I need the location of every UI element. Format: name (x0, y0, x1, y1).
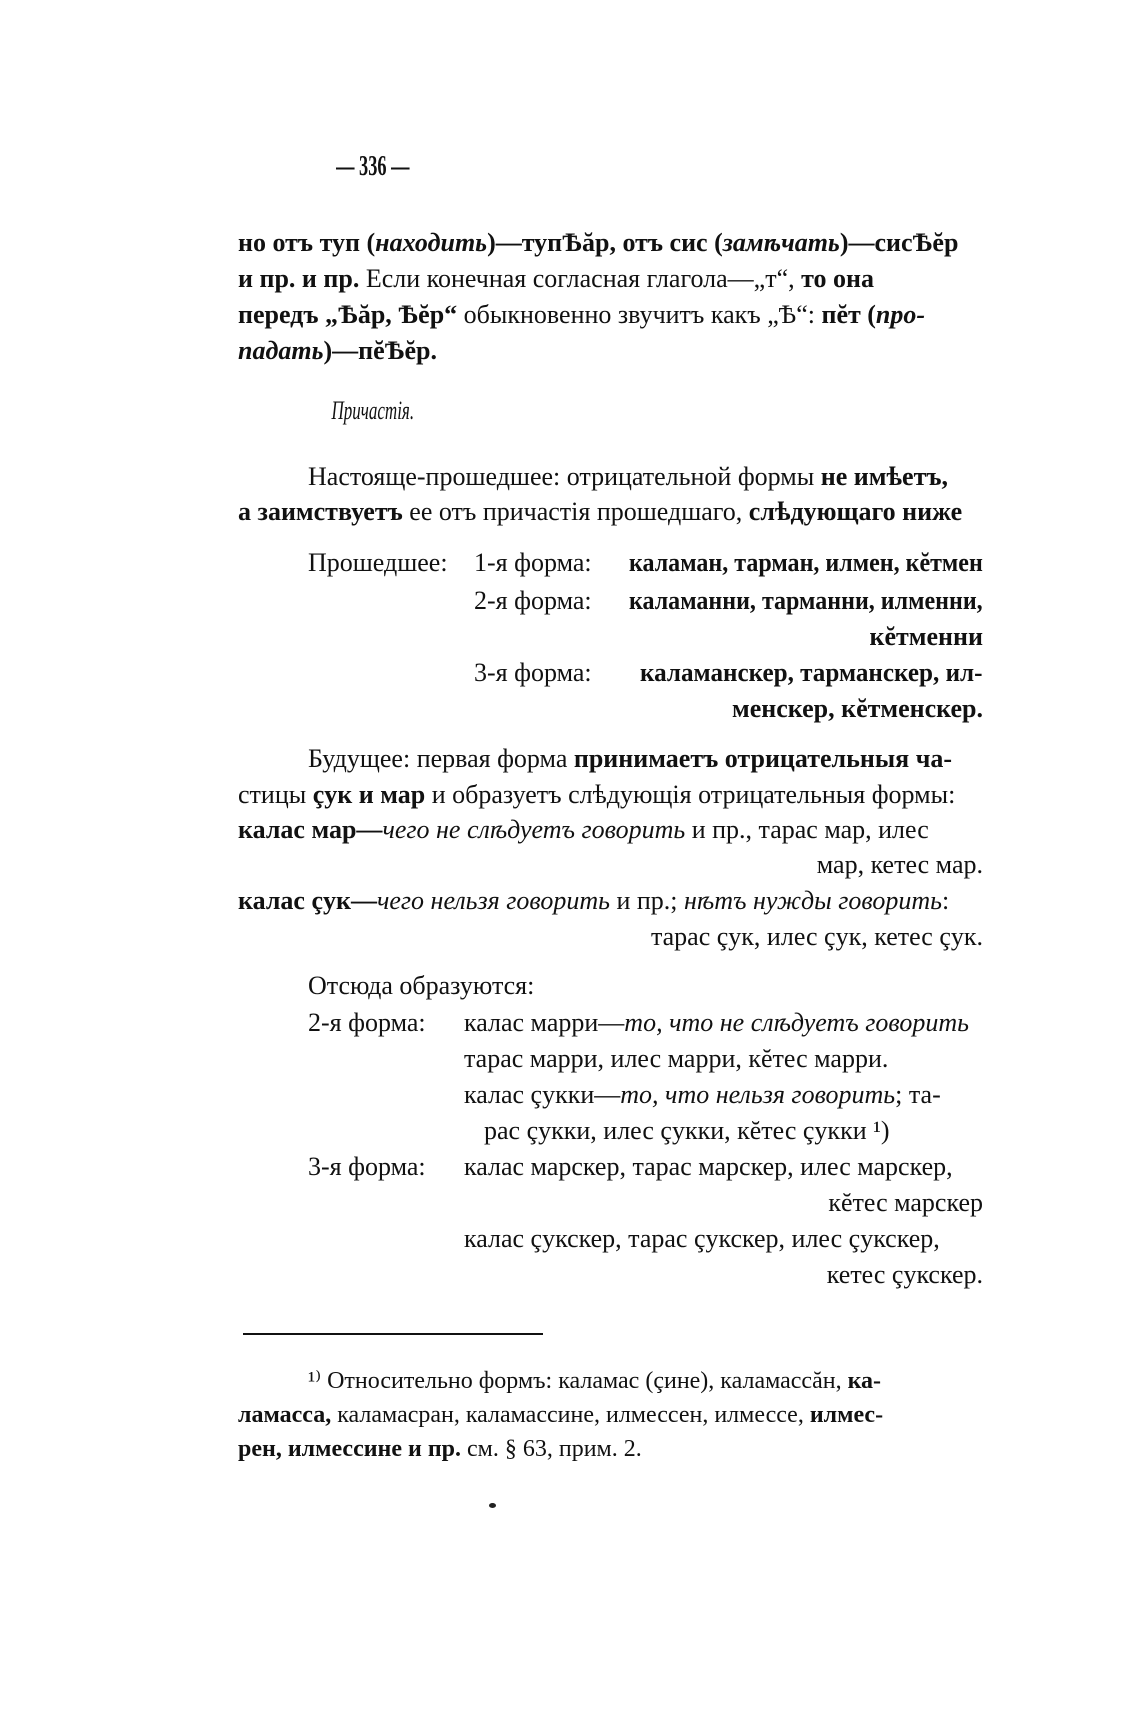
past-label: Прошедшее: (308, 548, 448, 577)
past-form2-line1: каламанни, тарманни, илменни, (629, 586, 983, 615)
page-number: — 336 — (336, 151, 410, 182)
past-form1-label: 1-я форма: (474, 548, 592, 577)
text-run: ее отъ причастія прошедшаго, (409, 497, 749, 526)
derived-form3-line1 (464, 1150, 953, 1184)
footnote-line-1 (308, 1365, 881, 1397)
text-run: стицы (238, 780, 313, 809)
past-form1: каламан, тарман, илмен, кĕтмен (629, 548, 983, 577)
text-run: кĕтес марскер (828, 1188, 983, 1217)
text-run: )—пĕѢĕр. (323, 336, 438, 365)
text-run: то она (801, 264, 875, 293)
past-form2-line2: кĕтменни (869, 622, 983, 651)
text-run: см. § 63, прим. 2. (467, 1436, 642, 1462)
text-run: Будущее: первая форма (308, 744, 574, 773)
text-run: и пр., тарас мар, илес (691, 815, 929, 844)
text-run: )—тупѢăр, отъ сис ( (487, 228, 723, 257)
future-line-1 (308, 742, 952, 776)
text-run: но отъ туп ( (238, 228, 376, 257)
text-run: : (941, 886, 950, 915)
derived-form2-line3 (464, 1078, 941, 1112)
text-run: про- (875, 300, 926, 329)
text-run: каламасран, каламассине, илмессен, илмессе, (337, 1402, 810, 1428)
text-run: принимаетъ отрицательныя ча- (573, 744, 953, 773)
text-run: илмес- (809, 1402, 884, 1428)
text-run: пĕт ( (821, 300, 876, 329)
derived-form2-label: 2-я форма: (308, 1008, 426, 1037)
text-run: то, что не слѣдуетъ говорить (624, 1008, 969, 1037)
text-run: калас çукскер, тарас çукскер, илес çукскер, (464, 1224, 940, 1253)
text-run: ; та- (895, 1080, 941, 1109)
text-run: калас марскер, тарас марскер, илес марскер, (464, 1152, 953, 1181)
text-run: ç (312, 780, 325, 809)
text-run: ламасса, (238, 1402, 338, 1428)
text-run: калас çукки— (464, 1080, 621, 1109)
intro-line-4 (238, 334, 437, 368)
derived-form3-line3 (464, 1222, 940, 1256)
text-run: то, что нельзя говорить (620, 1080, 896, 1109)
text-run: передъ „Ѣăр, Ѣĕр“ (238, 300, 464, 329)
text-run: и пр. и пр. (238, 264, 366, 293)
future-line-3 (238, 813, 929, 847)
past-form3-line2: менскер, кĕтменскер. (732, 694, 983, 723)
footnote-line-3 (238, 1433, 642, 1465)
text-run: )—сисѢĕр (839, 228, 959, 257)
present-past-line-2 (238, 495, 962, 529)
intro-line-3 (238, 298, 925, 332)
text-run: нѣтъ нужды говорить (684, 886, 942, 915)
section-title: Причастія. (331, 396, 415, 425)
text-run: ¹⁾ Относительно формъ: каламас (çине), каламассăн, (308, 1368, 848, 1394)
text-run: мар, кетес мар. (816, 850, 983, 879)
past-form3-label: 3-я форма: (474, 658, 592, 687)
derived-form3-label: 3-я форма: (308, 1152, 426, 1181)
intro-line-1 (238, 226, 958, 260)
text-run: калас марри— (464, 1008, 625, 1037)
text-run: обыкновенно звучитъ какъ „Ѣ“: (463, 300, 822, 329)
text-run: и образуетъ слѣдующія отрицательныя формы: (431, 780, 956, 809)
text-run: чего не слѣдуетъ говорить (382, 815, 692, 844)
text-run: ук и мар (324, 780, 432, 809)
derived-form2-line2 (464, 1042, 888, 1076)
ink-speck (489, 1503, 496, 1508)
future-line-6 (651, 920, 983, 954)
derived-form2-line1 (464, 1006, 969, 1040)
derived-intro: Отсюда образуются: (308, 971, 535, 1000)
derived-form2-line4 (484, 1114, 890, 1148)
text-run: находить (375, 228, 488, 257)
derived-form3-line4 (827, 1258, 983, 1292)
text-run: Если конечная согласная глагола—„т“, (365, 264, 802, 293)
past-form3-line1: каламанскер, тарманскер, ил- (640, 658, 983, 687)
derived-form3-line2 (828, 1186, 983, 1220)
text-run: калас мар— (238, 815, 383, 844)
future-line-2 (238, 778, 955, 812)
text-run: кетес çукскер. (826, 1260, 983, 1289)
past-form2-label: 2-я форма: (474, 586, 592, 615)
text-run: падать (238, 336, 324, 365)
text-run: тарас çук, илес çук, кетес çук. (650, 922, 983, 951)
future-line-4 (817, 848, 983, 882)
text-run: чего нельзя говорить (376, 886, 617, 915)
text-run: Настояще-прошедшее: отрицательной формы (308, 462, 821, 491)
present-past-line-1 (308, 460, 948, 494)
text-run: калас çук— (238, 886, 377, 915)
text-run: и пр.; (616, 886, 685, 915)
future-line-5 (238, 884, 949, 918)
intro-line-2 (238, 262, 874, 296)
footnote-divider (243, 1333, 543, 1335)
text-run: а заимствуетъ (238, 497, 410, 526)
text-run: замѣчать (722, 228, 840, 257)
text-run: тарас марри, илес марри, кĕтес марри. (464, 1044, 889, 1073)
text-run: рен, илмессине и пр. (238, 1436, 468, 1462)
footnote-line-2 (238, 1399, 883, 1431)
text-run: ка- (847, 1368, 882, 1394)
text-run: слѣдующаго ниже (748, 497, 963, 526)
text-run: рас çукки, илес çукки, кĕтес çукки ¹) (484, 1116, 890, 1145)
text-run: не имѣетъ, (820, 462, 949, 491)
